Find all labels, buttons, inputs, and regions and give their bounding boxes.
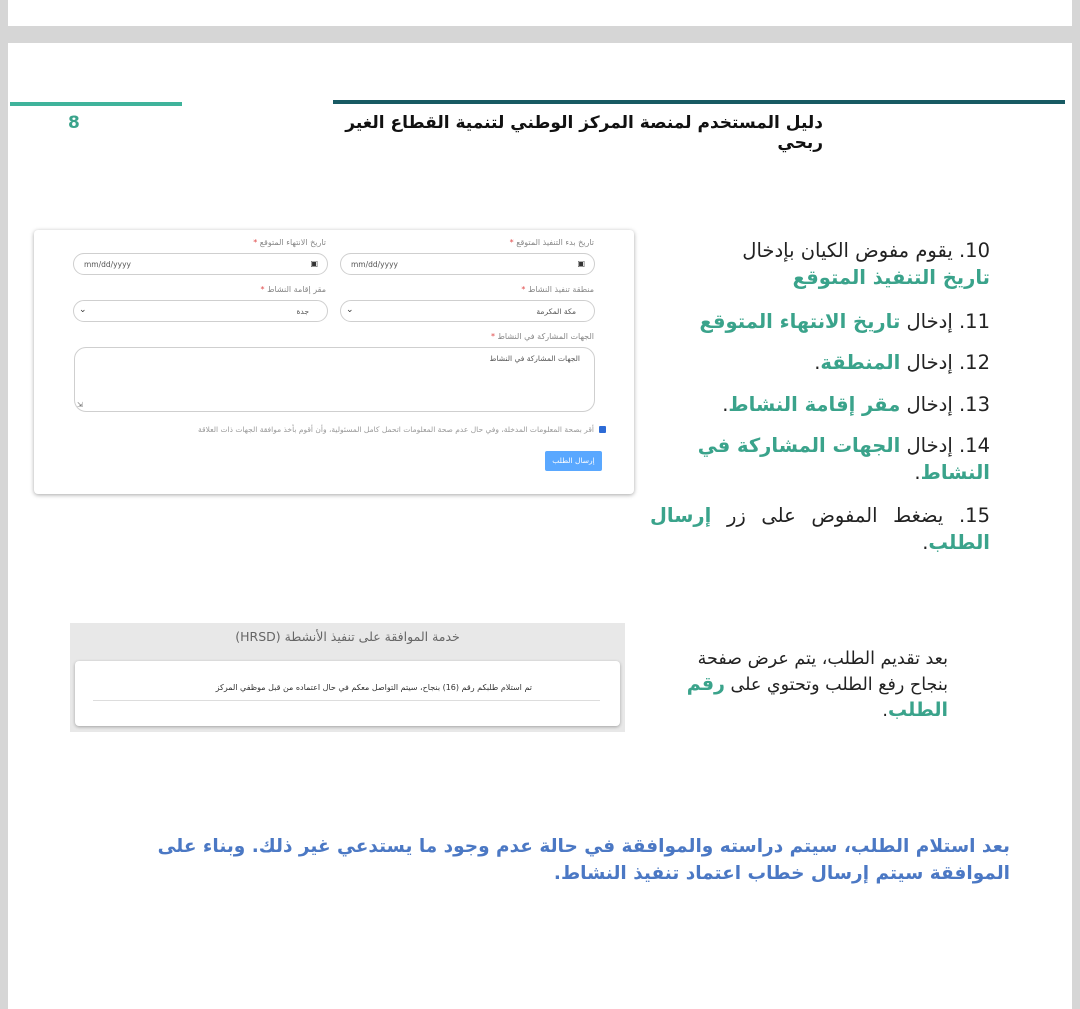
declaration-label: أقر بصحة المعلومات المدخلة، وفي حال عدم صحة المعلومات اتحمل كامل المسئولية، وأن أقوم بأخذ موافقة الجهات ذات العلاقة bbox=[198, 425, 594, 434]
confirmation-title: خدمة الموافقة على تنفيذ الأنشطة (HRSD) bbox=[235, 629, 460, 644]
venue-select[interactable]: جدة ⌄ bbox=[73, 300, 328, 322]
step-14: 14. إدخال الجهات المشاركة في النشاط. bbox=[697, 434, 990, 484]
step-13: 13. إدخال مقر إقامة النشاط. bbox=[722, 393, 990, 416]
document-title: دليل المستخدم لمنصة المركز الوطني لتنمية القطاع الغير ربحي bbox=[345, 113, 823, 153]
end-date-label: تاريخ الانتهاء المتوقع * bbox=[253, 238, 326, 247]
confirmation-screenshot bbox=[70, 623, 625, 732]
chevron-down-icon: ⌄ bbox=[346, 305, 354, 315]
header-rule-left bbox=[10, 102, 182, 106]
form-screenshot bbox=[34, 230, 634, 494]
calendar-icon: ▣ bbox=[310, 259, 318, 268]
region-select[interactable]: مكة المكرمة ⌄ bbox=[340, 300, 595, 322]
start-date-input[interactable]: mm/dd/yyyy ▣ bbox=[340, 253, 595, 275]
confirmation-card bbox=[75, 661, 620, 726]
declaration-checkbox[interactable] bbox=[599, 426, 606, 433]
region-label: منطقة تنفيذ النشاط * bbox=[521, 285, 594, 294]
step-12: 12. إدخال المنطقة. bbox=[814, 351, 990, 374]
confirmation-message: تم استلام طلبكم رقم (16) بنجاح، سيتم التواصل معكم في حال اعتماده من قبل موظفي المركز bbox=[215, 683, 532, 692]
end-date-input[interactable]: mm/dd/yyyy ▣ bbox=[73, 253, 328, 275]
divider bbox=[93, 700, 600, 701]
chevron-down-icon: ⌄ bbox=[79, 305, 87, 315]
step-10: 10. يقوم مفوض الكيان بإدخال تاريخ التنفيذ المتوقع bbox=[742, 239, 990, 289]
page-number: 8 bbox=[68, 113, 80, 133]
parties-textarea[interactable]: الجهات المشاركة في النشاط ⇲ bbox=[74, 347, 595, 412]
parties-label: الجهات المشاركة في النشاط * bbox=[490, 332, 594, 341]
venue-label: مقر إقامة النشاط * bbox=[260, 285, 326, 294]
final-paragraph: بعد استلام الطلب، سيتم دراسته والموافقة في حالة عدم وجود ما يستدعي غير ذلك. وبناء على الموافقة سيتم إرسال خطاب اعتماد تنفيذ النشاط. bbox=[157, 836, 1010, 884]
document-page bbox=[8, 43, 1072, 1009]
step-11: 11. إدخال تاريخ الانتهاء المتوقع bbox=[699, 310, 990, 333]
calendar-icon: ▣ bbox=[577, 259, 585, 268]
start-date-label: تاريخ بدء التنفيذ المتوقع * bbox=[509, 238, 594, 247]
after-submit-note: بعد تقديم الطلب، يتم عرض صفحة بنجاح رفع الطلب وتحتوي على رقم الطلب. bbox=[686, 649, 948, 721]
header-rule-right bbox=[333, 100, 1065, 104]
step-15: 15. يضغط المفوض على زر إرسال الطلب. bbox=[650, 504, 990, 554]
resize-grip-icon[interactable]: ⇲ bbox=[77, 401, 83, 409]
submit-request-button[interactable]: إرسال الطلب bbox=[545, 451, 602, 471]
previous-page-edge bbox=[8, 0, 1072, 26]
